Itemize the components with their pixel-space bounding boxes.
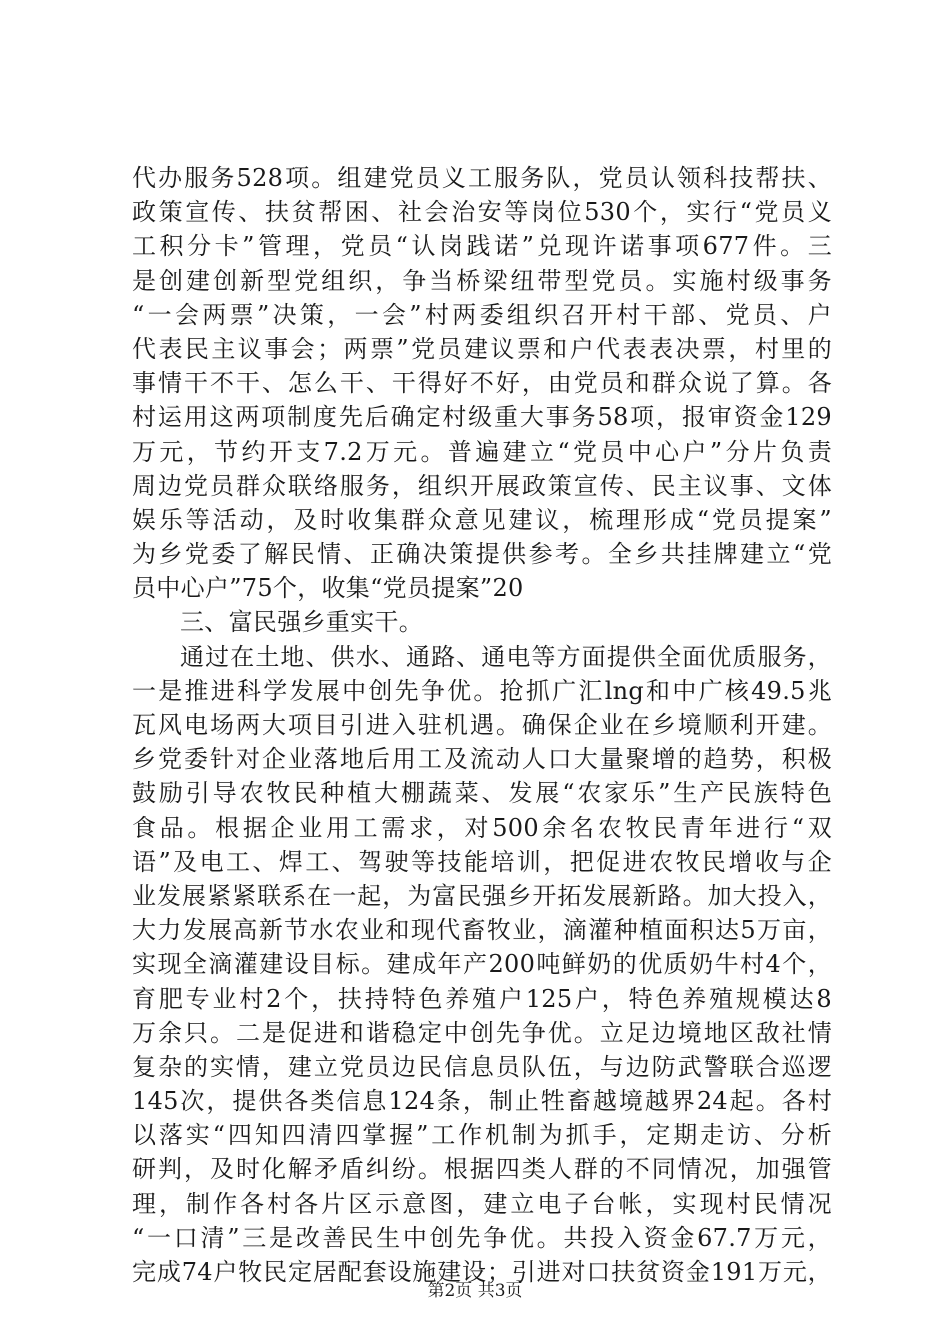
- text-line: 工积分卡”管理，党员“认岗践诺”兑现许诺事项677件。三: [132, 232, 832, 261]
- text-line: 周边党员群众联络服务，组织开展政策宣传、民主议事、文体: [132, 471, 832, 500]
- text-line: 事情干不干、怎么干、干得好不好，由党员和群众说了算。各: [132, 369, 832, 398]
- text-line: 语”及电工、焊工、驾驶等技能培训，把促进农牧民增收与企: [132, 847, 832, 876]
- text-line: 政策宣传、扶贫帮困、社会治安等岗位530个，实行“党员义: [132, 198, 832, 227]
- text-line: 万元，节约开支7.2万元。普遍建立“党员中心户”分片负责: [132, 437, 832, 466]
- page-number: 第2页 共3页: [427, 1281, 523, 1301]
- text-line: 一是推进科学发展中创先争优。抢抓广汇lng和中广核49.5兆: [132, 676, 832, 705]
- text-line: 为乡党委了解民情、正确决策提供参考。全乡共挂牌建立“党: [132, 540, 832, 569]
- text-line: 育肥专业村2个，扶持特色养殖户125户，特色养殖规模达8: [132, 984, 832, 1013]
- text-line: 复杂的实情，建立党员边民信息员队伍，与边防武警联合巡逻: [132, 1052, 832, 1081]
- text-line: 食品。根据企业用工需求，对500余名农牧民青年进行“双: [132, 813, 832, 842]
- text-line: 村运用这两项制度先后确定村级重大事务58项，报审资金129: [132, 403, 832, 432]
- text-line: 大力发展高新节水农业和现代畜牧业，滴灌种植面积达5万亩，: [132, 916, 832, 945]
- text-line: 通过在土地、供水、通路、通电等方面提供全面优质服务，: [180, 642, 832, 671]
- text-line: 145次，提供各类信息124条，制止牲畜越境越界24起。各村: [132, 1087, 832, 1116]
- text-line: 代表民主议事会；两票”党员建议票和户代表表决票，村里的: [132, 334, 832, 363]
- text-line: 完成74户牧民定居配套设施建设；引进对口扶贫资金191万元，: [132, 1258, 832, 1286]
- text-line: “一会两票”决策，一会”村两委组织召开村干部、党员、户: [132, 300, 832, 329]
- text-line: 代办服务528项。组建党员义工服务队，党员认领科技帮扶、: [132, 164, 832, 192]
- text-line: 理，制作各村各片区示意图，建立电子台帐，实现村民情况: [132, 1189, 832, 1218]
- text-line: 实现全滴灌建设目标。建成年产200吨鲜奶的优质奶牛村4个，: [132, 950, 832, 979]
- text-line: 娱乐等活动，及时收集群众意见建议，梳理形成“党员提案”: [132, 505, 832, 534]
- text-line: 万余只。二是促进和谐稳定中创先争优。立足边境地区敌社情: [132, 1018, 832, 1047]
- text-line: 员中心户”75个，收集“党员提案”20: [132, 574, 524, 603]
- body-text: [132, 161, 832, 1289]
- text-line: 以落实“四知四清四掌握”工作机制为抓手，定期走访、分析: [132, 1121, 832, 1150]
- text-line: “一口清”三是改善民生中创先争优。共投入资金67.7万元，: [132, 1223, 832, 1252]
- page-footer: [0, 1276, 950, 1301]
- text-line: 业发展紧紧联系在一起，为富民强乡开拓发展新路。加大投入，: [132, 881, 832, 910]
- text-line: 鼓励引导农牧民种植大棚蔬菜、发展“农家乐”生产民族特色: [132, 779, 832, 808]
- section-heading: 三、富民强乡重实干。: [180, 608, 423, 637]
- text-line: 瓦风电场两大项目引进入驻机遇。确保企业在乡境顺利开建。: [132, 711, 832, 739]
- text-line: 研判，及时化解矛盾纠纷。根据四类人群的不同情况，加强管: [132, 1155, 832, 1184]
- text-line: 乡党委针对企业落地后用工及流动人口大量聚增的趋势，积极: [132, 745, 832, 774]
- text-line: 是创建创新型党组织，争当桥梁纽带型党员。实施村级事务: [132, 266, 832, 295]
